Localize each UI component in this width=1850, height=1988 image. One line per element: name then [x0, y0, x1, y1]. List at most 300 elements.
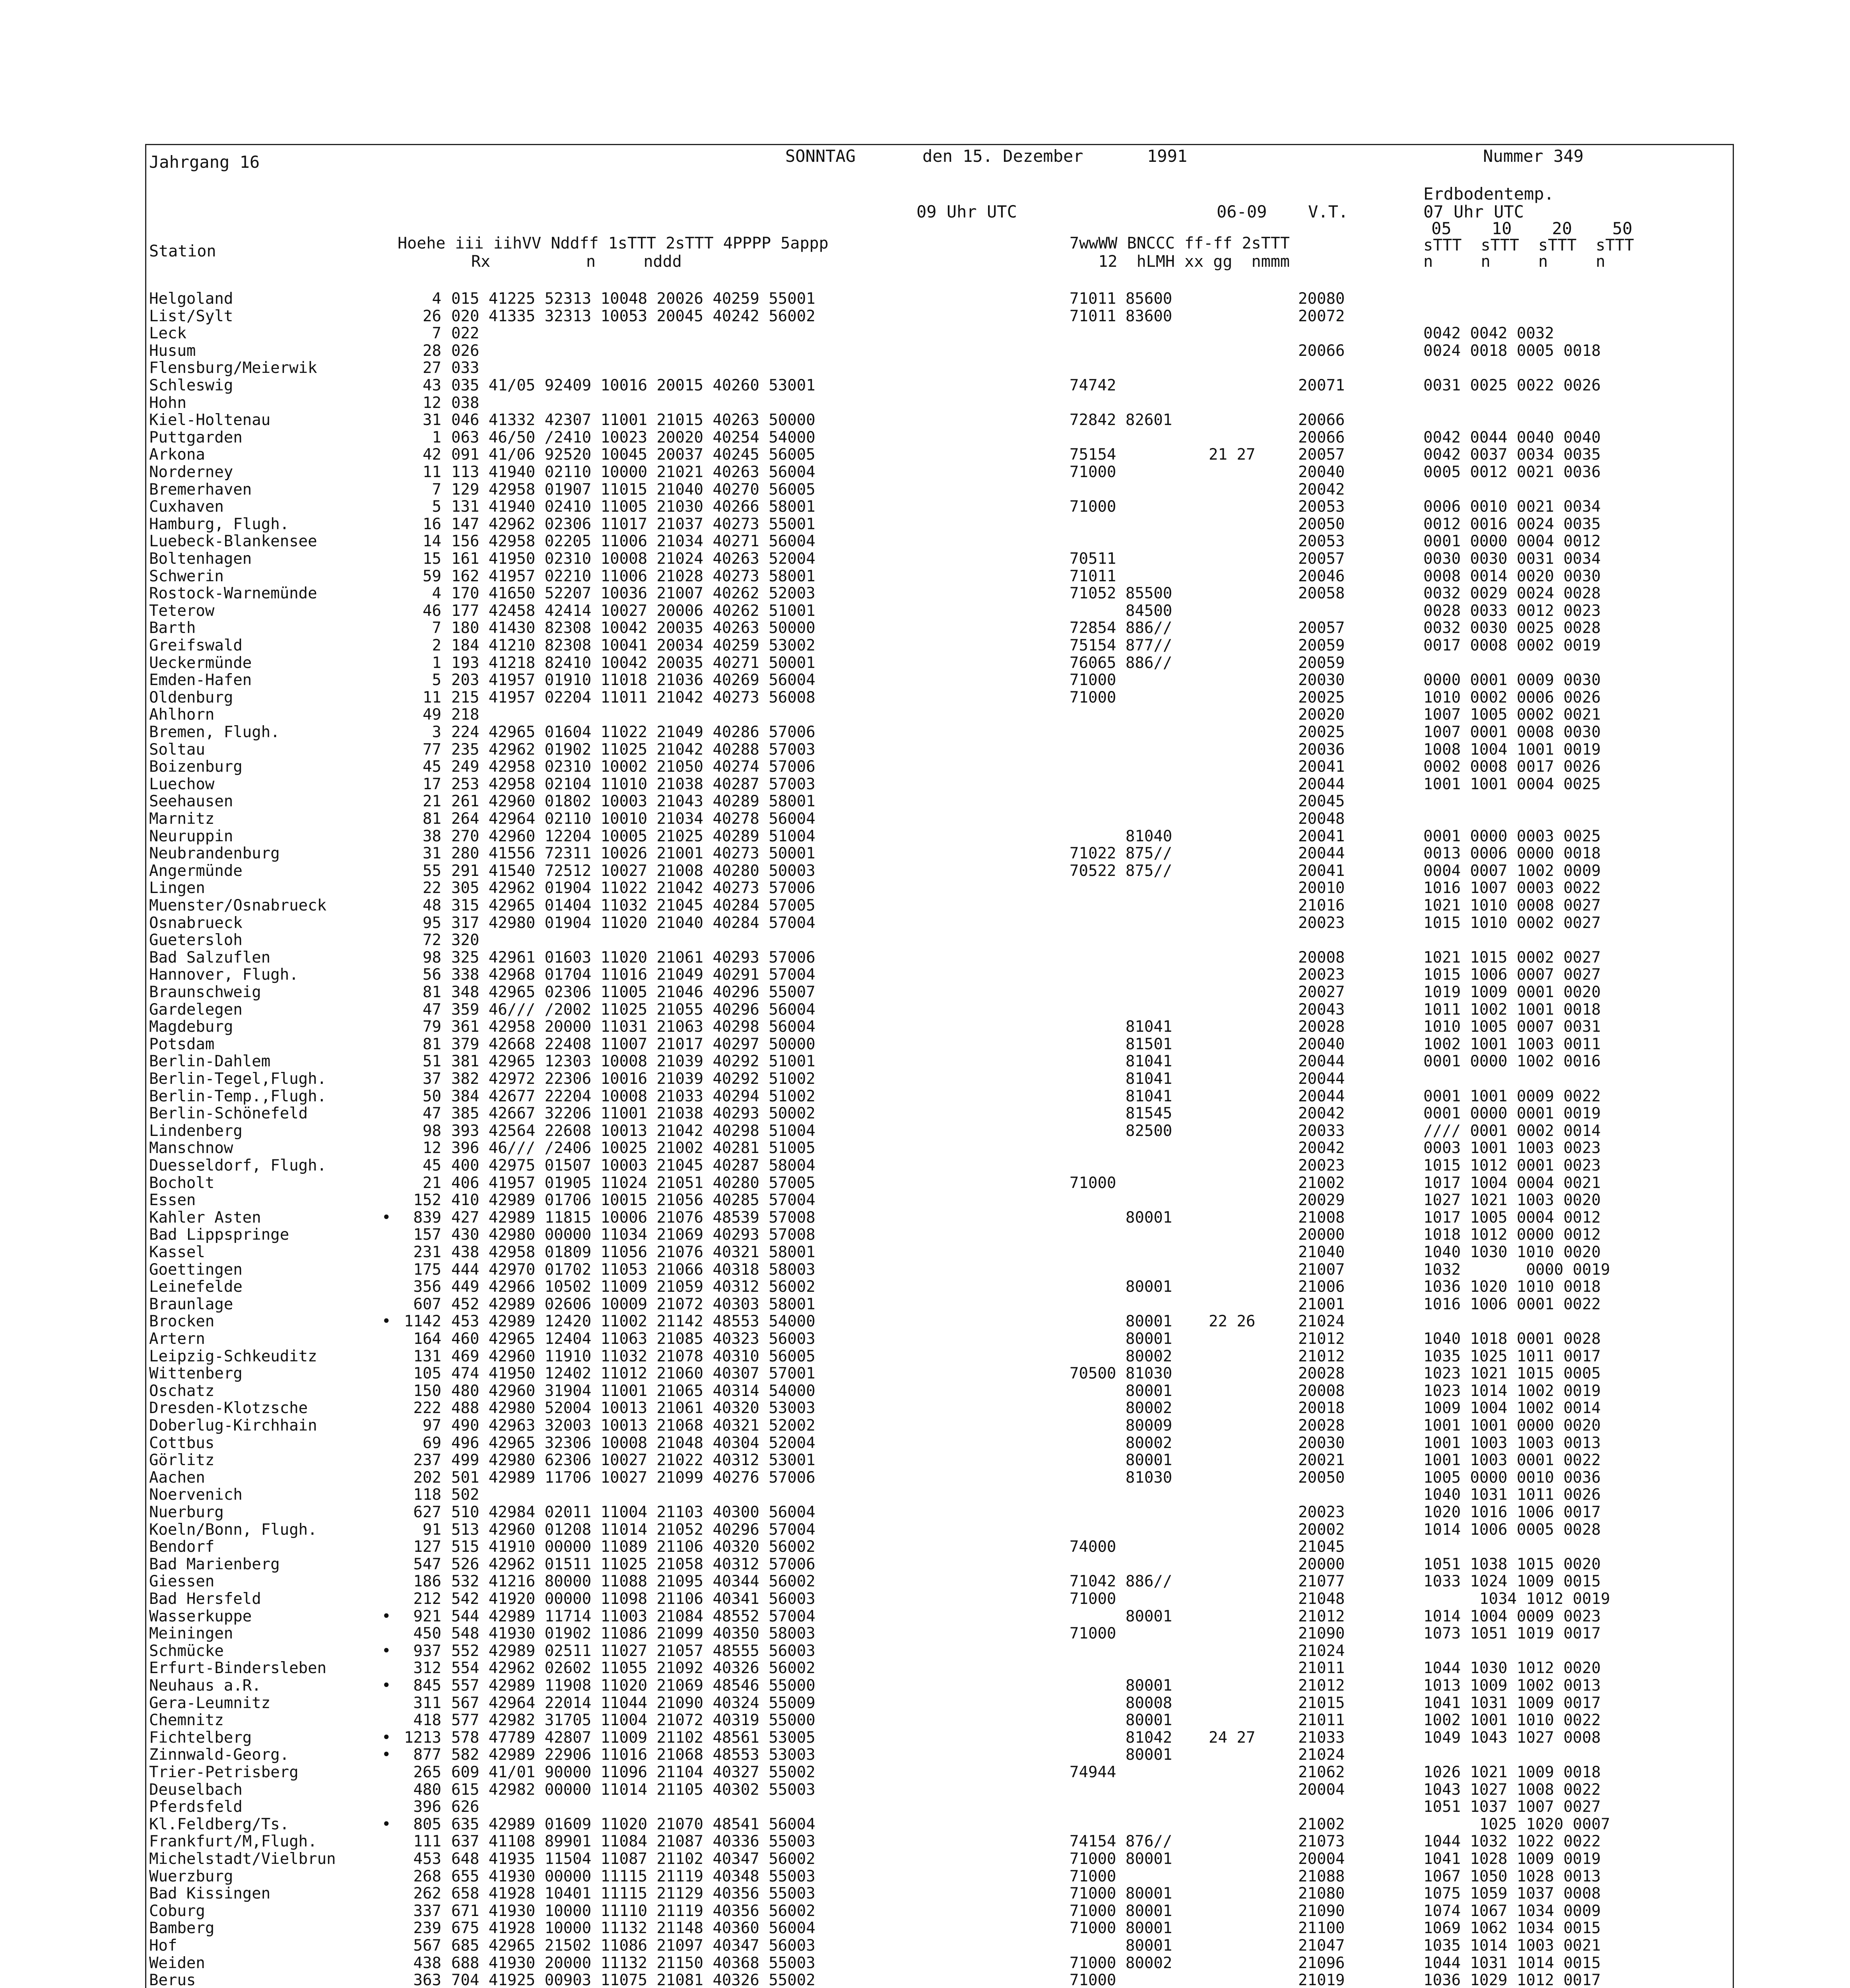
soil-temperatures: 1007 1005 0002 0021	[1423, 706, 1601, 724]
report-groups: 81041	[1070, 1087, 1173, 1105]
main-groups: 359 46/// /2002 11025 21055 40296 56004	[451, 1000, 815, 1019]
station-height: 363	[413, 1971, 441, 1988]
main-groups: 215 41957 02204 11011 21042 40273 56008	[451, 688, 815, 707]
erdboden-label: Erdbodentemp.	[1423, 184, 1554, 204]
station-height: 59	[423, 567, 441, 585]
table-row	[0, 1850, 1850, 1868]
report-groups: 81041	[1070, 1052, 1173, 1071]
vt-value: 20042	[1298, 1105, 1345, 1123]
soil-temperatures: 1001 1003 0001 0022	[1423, 1451, 1601, 1470]
soil-temperatures: 1040 1030 1010 0020	[1423, 1243, 1601, 1261]
table-row	[0, 429, 1850, 447]
table-row	[0, 1972, 1850, 1988]
station-height: 11	[423, 463, 441, 481]
main-groups: 688 41930 20000 11132 21150 40368 55003	[451, 1954, 815, 1972]
vt-value: 21012	[1298, 1677, 1345, 1695]
report-groups: 74944	[1070, 1763, 1116, 1781]
vt-value: 21012	[1298, 1330, 1345, 1348]
main-groups: 469 42960 11910 11032 21078 40310 56005	[451, 1347, 815, 1365]
table-row	[0, 637, 1850, 654]
table-row	[0, 1764, 1850, 1781]
table-row	[0, 1608, 1850, 1625]
station-name: Wasserkuppe	[149, 1607, 252, 1625]
vt-value: 20025	[1298, 688, 1345, 707]
report-groups: 81042	[1070, 1728, 1173, 1747]
vt-value: 21033	[1298, 1728, 1345, 1747]
station-name: Muenster/Osnabrueck	[149, 897, 327, 914]
vt-value: 21077	[1298, 1573, 1345, 1591]
table-row	[0, 1018, 1850, 1036]
table-row	[0, 1452, 1850, 1469]
station-height: 480	[413, 1780, 441, 1799]
report-groups: 75154	[1070, 446, 1116, 464]
station-name: Leipzig-Schkeuditz	[149, 1347, 317, 1365]
station-name: Neubrandenburg	[149, 845, 280, 863]
vt-value: 20057	[1298, 446, 1345, 464]
report-groups: 82500	[1070, 1122, 1173, 1140]
station-name: Neuhaus a.R.	[149, 1677, 261, 1695]
main-groups: 460 42965 12404 11063 21085 40323 56003	[451, 1330, 815, 1348]
vt-value: 20041	[1298, 758, 1345, 776]
jahrgang-label: Jahrgang 16	[149, 152, 260, 172]
station-height: 43	[423, 377, 441, 394]
report-groups: 72842 82601	[1070, 411, 1173, 429]
table-row	[0, 828, 1850, 845]
station-name: Weiden	[149, 1954, 205, 1972]
station-name: Frankfurt/M,Flugh.	[149, 1833, 317, 1851]
main-groups: 063 46/50 /2410 10023 20020 40254 54000	[451, 428, 815, 447]
main-groups: 452 42989 02606 10009 21072 40303 58001	[451, 1295, 815, 1313]
main-groups: 015 41225 52313 10048 20026 40259 55001	[451, 290, 815, 308]
station-name: Bremerhaven	[149, 480, 252, 499]
main-groups: 203 41957 01910 11018 21036 40269 56004	[451, 671, 815, 689]
station-height: 91	[423, 1520, 441, 1539]
station-name: Oschatz	[149, 1382, 215, 1400]
main-groups: 170 41650 52207 10036 21007 40262 52003	[451, 584, 815, 603]
table-row	[0, 1903, 1850, 1920]
report-groups: 74742	[1070, 377, 1116, 394]
report-groups: 81041	[1070, 1018, 1173, 1036]
station-name: Guetersloh	[149, 931, 243, 949]
vt-value: 20066	[1298, 428, 1345, 447]
station-name: Barth	[149, 619, 196, 637]
station-name: Nuerburg	[149, 1503, 224, 1521]
soil-temperatures: 1035 1014 1003 0021	[1423, 1937, 1601, 1955]
station-name: Goettingen	[149, 1260, 243, 1279]
report-groups: 80001	[1070, 1382, 1173, 1400]
soil-temperatures: 0002 0008 0017 0026	[1423, 758, 1601, 776]
station-height: 164	[413, 1330, 441, 1348]
vt-value: 20028	[1298, 1417, 1345, 1435]
main-groups: 235 42962 01902 11025 21042 40288 57003	[451, 740, 815, 759]
station-name: Koeln/Bonn, Flugh.	[149, 1520, 317, 1539]
vt-value: 20027	[1298, 983, 1345, 1001]
vt-value: 21048	[1298, 1590, 1345, 1608]
station-name: Lingen	[149, 879, 205, 897]
report-groups: 80001	[1070, 1937, 1173, 1955]
soil-temperatures: 1040 1018 0001 0028	[1423, 1330, 1601, 1348]
main-groups: 532 41216 80000 11088 21095 40344 56002	[451, 1573, 815, 1591]
station-height: 28	[423, 342, 441, 360]
main-groups: 305 42962 01904 11022 21042 40273 57006	[451, 879, 815, 897]
station-height: 98	[423, 1122, 441, 1140]
report-groups: 80001	[1070, 1208, 1173, 1227]
main-groups: 384 42677 22204 10008 21033 40294 51002	[451, 1087, 815, 1105]
station-height: 396	[413, 1798, 441, 1816]
vt-value: 20048	[1298, 810, 1345, 828]
station-name: Seehausen	[149, 792, 233, 811]
soil-temperatures: 1043 1027 1008 0022	[1423, 1780, 1601, 1799]
table-row	[0, 932, 1850, 949]
station-height: 5	[432, 671, 441, 689]
table-row	[0, 897, 1850, 914]
station-name: Kiel-Holtenau	[149, 411, 271, 429]
soil-temperatures: 1026 1021 1009 0018	[1423, 1763, 1601, 1781]
station-height: 47	[423, 1000, 441, 1019]
main-groups: 180 41430 82308 10042 20035 40263 50000	[451, 619, 815, 637]
main-groups: 578 47789 42807 11009 21102 48561 53005	[451, 1728, 815, 1747]
table-row	[0, 568, 1850, 585]
report-groups: 81030	[1070, 1468, 1173, 1487]
main-groups: 253 42958 02104 11010 21038 40287 57003	[451, 775, 815, 793]
table-row	[0, 1504, 1850, 1521]
vt-value: 20053	[1298, 532, 1345, 551]
station-height: 877	[413, 1746, 441, 1764]
station-name: Aachen	[149, 1468, 205, 1487]
vt-value: 20000	[1298, 1226, 1345, 1244]
station-height: 265	[413, 1763, 441, 1781]
vt-value: 21047	[1298, 1937, 1345, 1955]
station-name: Husum	[149, 342, 196, 360]
mountain-marker: •	[382, 1642, 391, 1660]
station-name: Bremen, Flugh.	[149, 723, 280, 741]
soil-temperatures: 0005 0012 0021 0036	[1423, 463, 1601, 481]
table-row	[0, 359, 1850, 377]
vt-value: 20023	[1298, 966, 1345, 984]
main-groups: 249 42958 02310 10002 21050 40274 57006	[451, 758, 815, 776]
vt-value: 20025	[1298, 723, 1345, 741]
station-name: Deuselbach	[149, 1780, 243, 1799]
station-height: 212	[413, 1590, 441, 1608]
main-groups: 542 41920 00000 11098 21106 40341 56003	[451, 1590, 815, 1608]
station-name: Osnabrueck	[149, 914, 243, 932]
vt-value: 20053	[1298, 498, 1345, 516]
table-row	[0, 412, 1850, 429]
station-height: 547	[413, 1555, 441, 1573]
table-row	[0, 845, 1850, 862]
station-name: Teterow	[149, 602, 215, 620]
vt-value: 21024	[1298, 1642, 1345, 1660]
table-row	[0, 984, 1850, 1001]
report-groups: 80001	[1070, 1711, 1173, 1730]
report-groups: 71000	[1070, 1971, 1116, 1988]
table-row	[0, 1521, 1850, 1539]
main-groups: 261 42960 01802 10003 21043 40289 58001	[451, 792, 815, 811]
main-groups: 406 41957 01905 11024 21051 40280 57005	[451, 1174, 815, 1192]
table-row	[0, 1244, 1850, 1261]
station-name: Kassel	[149, 1243, 205, 1261]
vt-value: 21011	[1298, 1659, 1345, 1677]
report-groups: 81040	[1070, 827, 1173, 845]
table-row	[0, 1798, 1850, 1816]
table-row	[0, 949, 1850, 967]
station-name: Giessen	[149, 1573, 215, 1591]
soil-temperatures: 1044 1030 1012 0020	[1423, 1659, 1601, 1677]
station-height: 50	[423, 1087, 441, 1105]
main-groups: 393 42564 22608 10013 21042 40298 51004	[451, 1122, 815, 1140]
report-groups: 71011	[1070, 567, 1116, 585]
station-height: 105	[413, 1365, 441, 1383]
main-groups: 474 41950 12402 11012 21060 40307 57001	[451, 1365, 815, 1383]
station-name: Bad Marienberg	[149, 1555, 280, 1573]
vt-value: 20044	[1298, 845, 1345, 863]
soil-temperatures: 1049 1043 1027 0008	[1423, 1728, 1601, 1747]
station-height: 175	[413, 1260, 441, 1279]
station-height: 1	[432, 428, 441, 447]
table-row	[0, 706, 1850, 724]
vt-value: 21012	[1298, 1347, 1345, 1365]
report-groups: 80001	[1070, 1451, 1173, 1470]
main-groups: 020 41335 32313 10053 20045 40242 56002	[451, 307, 815, 325]
station-height: 1142	[404, 1312, 441, 1331]
station-height: 55	[423, 862, 441, 880]
station-height: 131	[413, 1347, 441, 1365]
vt-value: 21006	[1298, 1278, 1345, 1296]
report-groups: 71000	[1070, 463, 1116, 481]
soil-temperatures: 1015 1012 0001 0023	[1423, 1157, 1601, 1175]
table-row	[0, 776, 1850, 793]
main-groups: 291 41540 72512 10027 21008 40280 50003	[451, 862, 815, 880]
station-height: 111	[413, 1833, 441, 1851]
table-row	[0, 1105, 1850, 1122]
station-name: Berlin-Dahlem	[149, 1052, 271, 1071]
station-name: Manschnow	[149, 1139, 233, 1157]
report-header-2: 12 hLMH xx gg nmmm	[1070, 252, 1290, 271]
table-row	[0, 446, 1850, 464]
vt-value: 20010	[1298, 879, 1345, 897]
depth-labels: 05 10 20 50	[1431, 219, 1633, 238]
main-groups: 317 42980 01904 11020 21040 40284 57004	[451, 914, 815, 932]
station-height: 79	[423, 1018, 441, 1036]
vt-value: 21090	[1298, 1902, 1345, 1920]
station-height: 262	[413, 1885, 441, 1903]
main-groups: 400 42975 01507 10003 21045 40287 58004	[451, 1157, 815, 1175]
table-row	[0, 533, 1850, 550]
report-groups: 80002	[1070, 1434, 1173, 1452]
station-name: Pferdsfeld	[149, 1798, 243, 1816]
station-name: Zinnwald-Georg.	[149, 1746, 289, 1764]
main-groups: 315 42965 01404 11032 21045 40284 57005	[451, 897, 815, 914]
main-groups: 184 41210 82308 10041 20034 40259 53002	[451, 637, 815, 654]
table-row	[0, 550, 1850, 568]
station-height: 2	[432, 637, 441, 654]
table-row	[0, 966, 1850, 984]
table-row	[0, 342, 1850, 360]
station-name: Soltau	[149, 740, 205, 759]
station-name: Berlin-Tegel,Flugh.	[149, 1070, 327, 1088]
vt-value: 21024	[1298, 1312, 1345, 1331]
vt-value: 20023	[1298, 1503, 1345, 1521]
main-groups: 147 42962 02306 11017 21037 40273 55001	[451, 515, 815, 533]
vt-value: 20002	[1298, 1520, 1345, 1539]
station-height: 27	[423, 359, 441, 377]
report-groups: 80001	[1070, 1746, 1173, 1764]
report-groups: 70500 81030	[1070, 1365, 1173, 1383]
soil-temperatures: 0012 0016 0024 0035	[1423, 515, 1601, 533]
table-row	[0, 1417, 1850, 1435]
vt-value: 21008	[1298, 1208, 1345, 1227]
station-height: 48	[423, 897, 441, 914]
soil-temperatures: 1016 1007 0003 0022	[1423, 879, 1601, 897]
table-row	[0, 1868, 1850, 1885]
station-name: Cuxhaven	[149, 498, 224, 516]
vt-value: 20046	[1298, 567, 1345, 585]
vt-value: 21011	[1298, 1711, 1345, 1730]
soil-temperatures: 0008 0014 0020 0030	[1423, 567, 1601, 585]
report-groups: 75154 877//	[1070, 637, 1173, 654]
station-name: Helgoland	[149, 290, 233, 308]
table-row	[0, 1486, 1850, 1504]
soil-temperatures: 0032 0029 0024 0028	[1423, 584, 1601, 603]
table-row	[0, 1556, 1850, 1573]
table-row	[0, 1816, 1850, 1833]
soil-temperatures: 1013 1009 1002 0013	[1423, 1677, 1601, 1695]
table-row	[0, 1261, 1850, 1279]
table-row	[0, 672, 1850, 689]
station-height: 4	[432, 290, 441, 308]
table-row	[0, 394, 1850, 412]
station-height: 69	[423, 1434, 441, 1452]
wind-gusts: 21 27	[1209, 446, 1256, 464]
table-row	[0, 1937, 1850, 1955]
station-name: Cottbus	[149, 1434, 215, 1452]
station-name: Bocholt	[149, 1174, 215, 1192]
main-groups: 156 42958 02205 11006 21034 40271 56004	[451, 532, 815, 551]
main-groups: 637 41108 89901 11084 21087 40336 55003	[451, 1833, 815, 1851]
soil-temperatures: 1011 1002 1001 0018	[1423, 1000, 1601, 1019]
report-groups: 70522 875//	[1070, 862, 1173, 880]
station-height: 450	[413, 1625, 441, 1643]
report-groups: 80002	[1070, 1347, 1173, 1365]
station-height: 150	[413, 1382, 441, 1400]
vt-value: 20040	[1298, 463, 1345, 481]
vt-value: 20042	[1298, 1139, 1345, 1157]
soil-temperatures: 0042 0044 0040 0040	[1423, 428, 1601, 447]
report-groups: 72854 886//	[1070, 619, 1173, 637]
table-row	[0, 914, 1850, 932]
report-groups: 80002	[1070, 1399, 1173, 1417]
soil-temperatures: 1044 1032 1022 0022	[1423, 1833, 1601, 1851]
station-name: Puttgarden	[149, 428, 243, 447]
report-groups: 71000 80001	[1070, 1902, 1173, 1920]
station-name: Bad Hersfeld	[149, 1590, 261, 1608]
table-row	[0, 325, 1850, 342]
soil-temperatures: 1036 1020 1010 0018	[1423, 1278, 1601, 1296]
vt-value: 20041	[1298, 862, 1345, 880]
station-name: Rostock-Warnemünde	[149, 584, 317, 603]
main-groups: 224 42965 01604 11022 21049 40286 57006	[451, 723, 815, 741]
vt-value: 20072	[1298, 307, 1345, 325]
soil-temperatures: 0000 0001 0009 0030	[1423, 671, 1601, 689]
main-groups: 379 42668 22408 11007 21017 40297 50000	[451, 1035, 815, 1053]
report-groups: 81501	[1070, 1035, 1173, 1053]
vt-value: 21015	[1298, 1694, 1345, 1712]
vt-value: 20042	[1298, 480, 1345, 499]
station-height: 157	[413, 1226, 441, 1244]
soil-temperatures: 1010 1005 0007 0031	[1423, 1018, 1601, 1036]
station-name: Lindenberg	[149, 1122, 243, 1140]
main-groups: 427 42989 11815 10006 21076 48539 57008	[451, 1208, 815, 1227]
main-groups: 177 42458 42414 10027 20006 40262 51001	[451, 602, 815, 620]
table-row	[0, 1140, 1850, 1157]
main-groups: 648 41935 11504 11087 21102 40347 56002	[451, 1850, 815, 1868]
station-height: 4	[432, 584, 441, 603]
station-height: 268	[413, 1867, 441, 1885]
vt-value: 20018	[1298, 1399, 1345, 1417]
table-row	[0, 724, 1850, 741]
vt-value: 20050	[1298, 515, 1345, 533]
station-name: Schleswig	[149, 377, 233, 394]
main-groups: 626	[451, 1798, 479, 1816]
report-groups: 80001	[1070, 1607, 1173, 1625]
report-groups: 71000 80001	[1070, 1919, 1173, 1938]
station-name: Braunlage	[149, 1295, 233, 1313]
report-groups: 71022 875//	[1070, 845, 1173, 863]
vt-value: 20050	[1298, 1468, 1345, 1487]
station-height: 921	[413, 1607, 441, 1625]
station-height: 1	[432, 654, 441, 672]
main-groups: 438 42958 01809 11056 21076 40321 58001	[451, 1243, 815, 1261]
station-height: 239	[413, 1919, 441, 1938]
main-groups: 609 41/01 90000 11096 21104 40327 55002	[451, 1763, 815, 1781]
report-groups: 80001	[1070, 1330, 1173, 1348]
station-name: Braunschweig	[149, 983, 261, 1001]
station-height: 31	[423, 845, 441, 863]
report-groups: 80009	[1070, 1417, 1173, 1435]
period-label: 06-09	[1217, 202, 1267, 221]
main-groups: 582 42989 22906 11016 21068 48553 53003	[451, 1746, 815, 1764]
vt-value: 20043	[1298, 1000, 1345, 1019]
table-row	[0, 1642, 1850, 1660]
main-groups: 091 41/06 92520 10045 20037 40245 56005	[451, 446, 815, 464]
issue-number: Nummer 349	[1483, 146, 1584, 166]
soil-temperatures: 1007 0001 0008 0030	[1423, 723, 1601, 741]
vt-value: 20041	[1298, 827, 1345, 845]
table-row	[0, 1400, 1850, 1417]
report-groups: 71000	[1070, 1174, 1116, 1192]
vt-value: 20044	[1298, 1070, 1345, 1088]
soil-temperatures: 1020 1016 1006 0017	[1423, 1503, 1601, 1521]
station-name: Hamburg, Flugh.	[149, 515, 289, 533]
report-groups: 71000 80001	[1070, 1850, 1173, 1868]
station-name: Gera-Leumnitz	[149, 1694, 271, 1712]
station-name: Bad Lippspringe	[149, 1226, 289, 1244]
table-row	[0, 498, 1850, 516]
mountain-marker: •	[382, 1815, 391, 1833]
report-groups: 74154 876//	[1070, 1833, 1173, 1851]
soil-temperatures: 1075 1059 1037 0008	[1423, 1885, 1601, 1903]
main-groups: 635 42989 01609 11020 21070 48541 56004	[451, 1815, 815, 1833]
main-groups: 218	[451, 706, 479, 724]
main-groups: 385 42667 32206 11001 21038 40293 50002	[451, 1105, 815, 1123]
station-height: 51	[423, 1052, 441, 1071]
vt-value: 20020	[1298, 706, 1345, 724]
main-groups: 161 41950 02310 10008 21024 40263 52004	[451, 550, 815, 568]
main-groups: 453 42989 12420 11002 21142 48553 54000	[451, 1312, 815, 1331]
report-groups: 71000	[1070, 498, 1116, 516]
station-height: 31	[423, 411, 441, 429]
report-groups: 71000 80001	[1070, 1885, 1173, 1903]
